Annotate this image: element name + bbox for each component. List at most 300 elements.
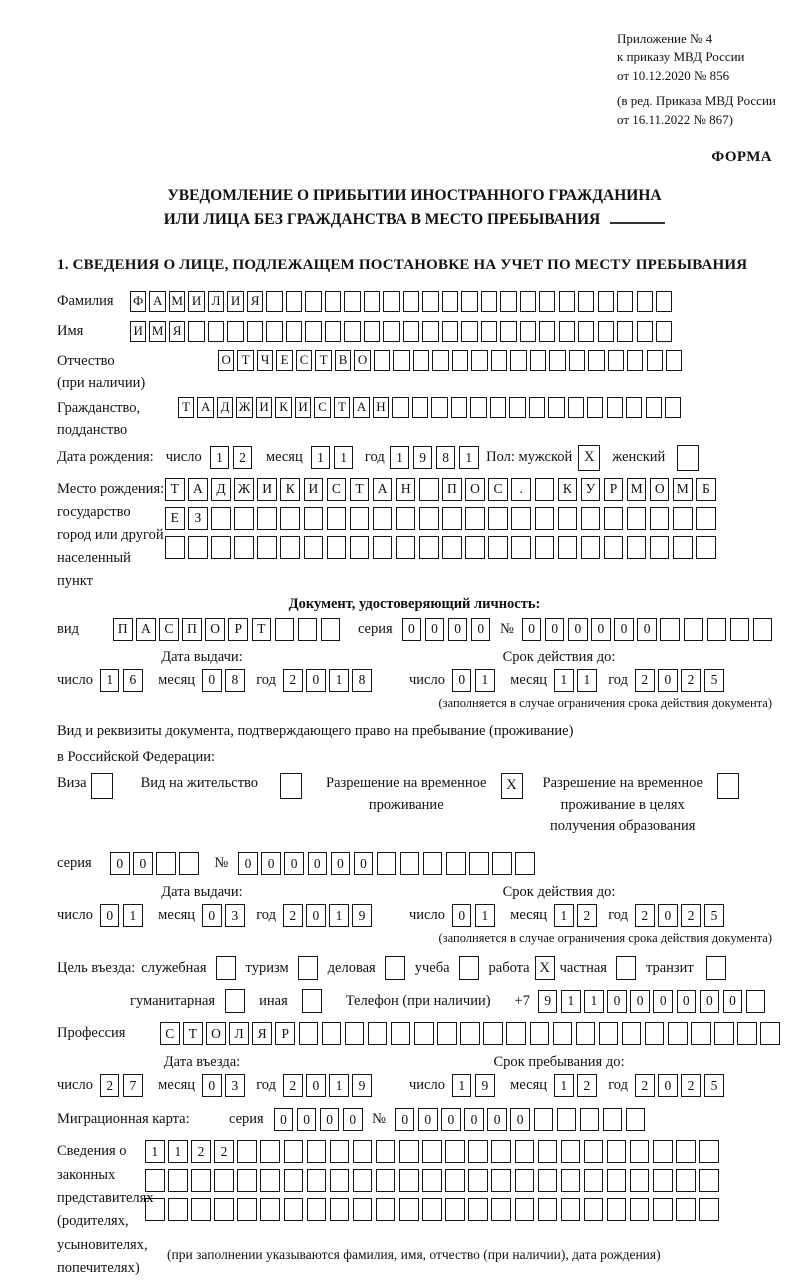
- char-box[interactable]: 0: [658, 904, 678, 927]
- char-box[interactable]: [515, 1140, 535, 1163]
- char-box[interactable]: [650, 536, 670, 559]
- char-box[interactable]: А: [373, 478, 393, 501]
- char-box[interactable]: [260, 1140, 280, 1163]
- char-box[interactable]: [470, 397, 486, 418]
- char-box[interactable]: 1: [561, 990, 581, 1013]
- char-box[interactable]: О: [650, 478, 670, 501]
- char-box[interactable]: 0: [630, 990, 650, 1013]
- char-box[interactable]: [558, 507, 578, 530]
- char-box[interactable]: И: [130, 321, 146, 342]
- char-box[interactable]: 0: [568, 618, 588, 641]
- char-box[interactable]: [500, 291, 516, 312]
- char-box[interactable]: [431, 397, 447, 418]
- char-box[interactable]: [325, 321, 341, 342]
- char-box[interactable]: [488, 507, 508, 530]
- char-box[interactable]: И: [227, 291, 243, 312]
- char-box[interactable]: 0: [471, 618, 491, 641]
- char-box[interactable]: [330, 1198, 350, 1221]
- char-box[interactable]: [468, 1140, 488, 1163]
- char-box[interactable]: [188, 321, 204, 342]
- char-box[interactable]: М: [149, 321, 165, 342]
- char-box[interactable]: 9: [538, 990, 558, 1013]
- char-box[interactable]: [465, 536, 485, 559]
- char-box[interactable]: С: [160, 1022, 180, 1045]
- char-box[interactable]: 2: [283, 1074, 303, 1097]
- char-box[interactable]: 1: [329, 669, 349, 692]
- char-box[interactable]: 8: [225, 669, 245, 692]
- char-box[interactable]: [650, 507, 670, 530]
- char-box[interactable]: [391, 1022, 411, 1045]
- char-box[interactable]: Ж: [234, 478, 254, 501]
- char-box[interactable]: [168, 1169, 188, 1192]
- char-box[interactable]: [676, 1169, 696, 1192]
- char-box[interactable]: 2: [233, 446, 253, 469]
- char-box[interactable]: 0: [658, 1074, 678, 1097]
- char-box[interactable]: [471, 350, 487, 371]
- char-box[interactable]: [607, 1140, 627, 1163]
- char-box[interactable]: [599, 1022, 619, 1045]
- char-box[interactable]: С: [296, 350, 312, 371]
- char-box[interactable]: Ч: [257, 350, 273, 371]
- char-box[interactable]: [549, 350, 565, 371]
- char-box[interactable]: [383, 291, 399, 312]
- char-box[interactable]: 2: [283, 669, 303, 692]
- char-box[interactable]: [145, 1169, 165, 1192]
- char-box[interactable]: [364, 321, 380, 342]
- char-box[interactable]: [660, 618, 680, 641]
- char-box[interactable]: Н: [396, 478, 416, 501]
- char-box[interactable]: [607, 397, 623, 418]
- char-box[interactable]: 1: [459, 446, 479, 469]
- char-box[interactable]: [481, 291, 497, 312]
- char-box[interactable]: [399, 1169, 419, 1192]
- char-box[interactable]: [627, 350, 643, 371]
- char-box[interactable]: [403, 321, 419, 342]
- char-box[interactable]: [604, 536, 624, 559]
- char-box[interactable]: [515, 852, 535, 875]
- char-box[interactable]: З: [188, 507, 208, 530]
- char-box[interactable]: [445, 1140, 465, 1163]
- char-box[interactable]: 1: [123, 904, 143, 927]
- char-box[interactable]: А: [353, 397, 369, 418]
- char-box[interactable]: [422, 1169, 442, 1192]
- char-box[interactable]: [656, 321, 672, 342]
- purpose-official-checkbox[interactable]: [216, 956, 236, 980]
- char-box[interactable]: [603, 1108, 623, 1131]
- char-box[interactable]: 1: [334, 446, 354, 469]
- char-box[interactable]: 1: [554, 904, 574, 927]
- char-box[interactable]: Т: [183, 1022, 203, 1045]
- char-box[interactable]: [452, 350, 468, 371]
- char-box[interactable]: [284, 1169, 304, 1192]
- char-box[interactable]: 0: [591, 618, 611, 641]
- char-box[interactable]: [307, 1198, 327, 1221]
- char-box[interactable]: 1: [554, 1074, 574, 1097]
- char-box[interactable]: 0: [607, 990, 627, 1013]
- char-box[interactable]: [257, 536, 277, 559]
- char-box[interactable]: [584, 1140, 604, 1163]
- char-box[interactable]: 1: [475, 904, 495, 927]
- char-box[interactable]: Т: [165, 478, 185, 501]
- char-box[interactable]: [400, 852, 420, 875]
- char-box[interactable]: [676, 1198, 696, 1221]
- char-box[interactable]: [637, 291, 653, 312]
- char-box[interactable]: [260, 1198, 280, 1221]
- char-box[interactable]: [637, 321, 653, 342]
- char-box[interactable]: [627, 507, 647, 530]
- char-box[interactable]: [364, 291, 380, 312]
- char-box[interactable]: [580, 1108, 600, 1131]
- char-box[interactable]: 2: [283, 904, 303, 927]
- char-box[interactable]: 6: [123, 669, 143, 692]
- char-box[interactable]: [673, 507, 693, 530]
- char-box[interactable]: [234, 507, 254, 530]
- char-box[interactable]: [491, 1169, 511, 1192]
- char-box[interactable]: [392, 397, 408, 418]
- char-box[interactable]: [257, 507, 277, 530]
- char-box[interactable]: [307, 1169, 327, 1192]
- char-box[interactable]: [396, 536, 416, 559]
- char-box[interactable]: [617, 291, 633, 312]
- char-box[interactable]: [515, 1169, 535, 1192]
- char-box[interactable]: [237, 1140, 257, 1163]
- purpose-business-checkbox[interactable]: [385, 956, 405, 980]
- char-box[interactable]: 1: [329, 904, 349, 927]
- char-box[interactable]: [581, 536, 601, 559]
- purpose-work-checkbox[interactable]: X: [535, 956, 555, 980]
- char-box[interactable]: [548, 397, 564, 418]
- char-box[interactable]: [553, 1022, 573, 1045]
- char-box[interactable]: .: [511, 478, 531, 501]
- char-box[interactable]: [214, 1169, 234, 1192]
- char-box[interactable]: [699, 1169, 719, 1192]
- char-box[interactable]: [578, 291, 594, 312]
- char-box[interactable]: 8: [436, 446, 456, 469]
- char-box[interactable]: 1: [390, 446, 410, 469]
- purpose-study-checkbox[interactable]: [459, 956, 479, 980]
- char-box[interactable]: [581, 507, 601, 530]
- char-box[interactable]: [569, 350, 585, 371]
- char-box[interactable]: 0: [274, 1108, 294, 1131]
- char-box[interactable]: О: [465, 478, 485, 501]
- char-box[interactable]: [696, 507, 716, 530]
- char-box[interactable]: 3: [225, 1074, 245, 1097]
- char-box[interactable]: [529, 397, 545, 418]
- char-box[interactable]: [165, 536, 185, 559]
- char-box[interactable]: [275, 618, 295, 641]
- char-box[interactable]: 0: [133, 852, 153, 875]
- char-box[interactable]: 0: [202, 904, 222, 927]
- char-box[interactable]: [645, 1022, 665, 1045]
- char-box[interactable]: 0: [637, 618, 657, 641]
- char-box[interactable]: [451, 397, 467, 418]
- char-box[interactable]: У: [581, 478, 601, 501]
- char-box[interactable]: [730, 618, 750, 641]
- char-box[interactable]: 0: [395, 1108, 415, 1131]
- char-box[interactable]: М: [627, 478, 647, 501]
- char-box[interactable]: [608, 350, 624, 371]
- char-box[interactable]: 0: [545, 618, 565, 641]
- char-box[interactable]: [299, 1022, 319, 1045]
- char-box[interactable]: [353, 1140, 373, 1163]
- char-box[interactable]: 2: [681, 669, 701, 692]
- char-box[interactable]: 0: [297, 1108, 317, 1131]
- char-box[interactable]: [403, 291, 419, 312]
- char-box[interactable]: [630, 1198, 650, 1221]
- char-box[interactable]: С: [314, 397, 330, 418]
- char-box[interactable]: [350, 536, 370, 559]
- char-box[interactable]: [561, 1169, 581, 1192]
- char-box[interactable]: 0: [653, 990, 673, 1013]
- char-box[interactable]: 2: [681, 1074, 701, 1097]
- char-box[interactable]: [374, 350, 390, 371]
- char-box[interactable]: Н: [373, 397, 389, 418]
- char-box[interactable]: [465, 507, 485, 530]
- char-box[interactable]: 0: [354, 852, 374, 875]
- char-box[interactable]: [419, 507, 439, 530]
- char-box[interactable]: [373, 536, 393, 559]
- char-box[interactable]: Т: [178, 397, 194, 418]
- char-box[interactable]: [237, 1198, 257, 1221]
- char-box[interactable]: [535, 536, 555, 559]
- char-box[interactable]: [607, 1169, 627, 1192]
- char-box[interactable]: [399, 1140, 419, 1163]
- char-box[interactable]: [578, 321, 594, 342]
- char-box[interactable]: [266, 321, 282, 342]
- char-box[interactable]: [414, 1022, 434, 1045]
- char-box[interactable]: [280, 536, 300, 559]
- char-box[interactable]: [353, 1198, 373, 1221]
- char-box[interactable]: [304, 507, 324, 530]
- char-box[interactable]: 1: [475, 669, 495, 692]
- char-box[interactable]: [699, 1198, 719, 1221]
- char-box[interactable]: [376, 1140, 396, 1163]
- char-box[interactable]: [260, 1169, 280, 1192]
- char-box[interactable]: 0: [677, 990, 697, 1013]
- char-box[interactable]: 0: [110, 852, 130, 875]
- char-box[interactable]: [576, 1022, 596, 1045]
- char-box[interactable]: 1: [584, 990, 604, 1013]
- char-box[interactable]: [376, 1169, 396, 1192]
- char-box[interactable]: [587, 397, 603, 418]
- purpose-other-checkbox[interactable]: [302, 989, 322, 1013]
- char-box[interactable]: [668, 1022, 688, 1045]
- char-box[interactable]: [699, 1140, 719, 1163]
- char-box[interactable]: 0: [700, 990, 720, 1013]
- char-box[interactable]: А: [149, 291, 165, 312]
- char-box[interactable]: [156, 852, 176, 875]
- purpose-private-checkbox[interactable]: [616, 956, 636, 980]
- char-box[interactable]: [568, 397, 584, 418]
- char-box[interactable]: [396, 507, 416, 530]
- char-box[interactable]: [327, 507, 347, 530]
- char-box[interactable]: [286, 321, 302, 342]
- char-box[interactable]: 0: [441, 1108, 461, 1131]
- char-box[interactable]: [500, 321, 516, 342]
- char-box[interactable]: [530, 350, 546, 371]
- char-box[interactable]: [538, 1198, 558, 1221]
- char-box[interactable]: [214, 1198, 234, 1221]
- char-box[interactable]: О: [205, 618, 225, 641]
- char-box[interactable]: С: [488, 478, 508, 501]
- char-box[interactable]: [535, 478, 555, 501]
- char-box[interactable]: 0: [723, 990, 743, 1013]
- char-box[interactable]: 2: [635, 669, 655, 692]
- char-box[interactable]: [227, 321, 243, 342]
- char-box[interactable]: [760, 1022, 780, 1045]
- char-box[interactable]: [673, 536, 693, 559]
- char-box[interactable]: 0: [284, 852, 304, 875]
- char-box[interactable]: [491, 1198, 511, 1221]
- char-box[interactable]: [746, 990, 766, 1013]
- char-box[interactable]: П: [442, 478, 462, 501]
- char-box[interactable]: [626, 1108, 646, 1131]
- char-box[interactable]: [653, 1140, 673, 1163]
- char-box[interactable]: [145, 1198, 165, 1221]
- char-box[interactable]: [558, 536, 578, 559]
- char-box[interactable]: [559, 291, 575, 312]
- char-box[interactable]: [442, 536, 462, 559]
- char-box[interactable]: [442, 321, 458, 342]
- char-box[interactable]: [344, 291, 360, 312]
- char-box[interactable]: К: [558, 478, 578, 501]
- char-box[interactable]: [247, 321, 263, 342]
- char-box[interactable]: [304, 536, 324, 559]
- char-box[interactable]: [168, 1198, 188, 1221]
- char-box[interactable]: [538, 1169, 558, 1192]
- char-box[interactable]: А: [197, 397, 213, 418]
- char-box[interactable]: 0: [402, 618, 422, 641]
- char-box[interactable]: [422, 1198, 442, 1221]
- char-box[interactable]: 2: [214, 1140, 234, 1163]
- char-box[interactable]: [344, 321, 360, 342]
- char-box[interactable]: [665, 397, 681, 418]
- char-box[interactable]: [539, 291, 555, 312]
- char-box[interactable]: [191, 1198, 211, 1221]
- char-box[interactable]: О: [218, 350, 234, 371]
- char-box[interactable]: [468, 1198, 488, 1221]
- char-box[interactable]: [491, 350, 507, 371]
- char-box[interactable]: [647, 350, 663, 371]
- char-box[interactable]: [538, 1140, 558, 1163]
- char-box[interactable]: [286, 291, 302, 312]
- char-box[interactable]: 0: [100, 904, 120, 927]
- char-box[interactable]: [377, 852, 397, 875]
- char-box[interactable]: 0: [452, 904, 472, 927]
- char-box[interactable]: [211, 536, 231, 559]
- char-box[interactable]: К: [280, 478, 300, 501]
- char-box[interactable]: Я: [247, 291, 263, 312]
- char-box[interactable]: 0: [487, 1108, 507, 1131]
- char-box[interactable]: [266, 291, 282, 312]
- char-box[interactable]: 1: [452, 1074, 472, 1097]
- char-box[interactable]: Р: [604, 478, 624, 501]
- char-box[interactable]: [535, 507, 555, 530]
- char-box[interactable]: 5: [704, 669, 724, 692]
- char-box[interactable]: [305, 291, 321, 312]
- char-box[interactable]: [330, 1140, 350, 1163]
- char-box[interactable]: 0: [425, 618, 445, 641]
- char-box[interactable]: О: [354, 350, 370, 371]
- char-box[interactable]: [653, 1169, 673, 1192]
- char-box[interactable]: П: [113, 618, 133, 641]
- char-box[interactable]: 9: [352, 904, 372, 927]
- char-box[interactable]: Я: [252, 1022, 272, 1045]
- char-box[interactable]: 9: [413, 446, 433, 469]
- char-box[interactable]: [280, 507, 300, 530]
- char-box[interactable]: [714, 1022, 734, 1045]
- char-box[interactable]: [561, 1140, 581, 1163]
- char-box[interactable]: [491, 1140, 511, 1163]
- char-box[interactable]: [584, 1198, 604, 1221]
- char-box[interactable]: 0: [658, 669, 678, 692]
- char-box[interactable]: [559, 321, 575, 342]
- char-box[interactable]: [490, 397, 506, 418]
- char-box[interactable]: 8: [352, 669, 372, 692]
- char-box[interactable]: [534, 1108, 554, 1131]
- char-box[interactable]: [626, 397, 642, 418]
- char-box[interactable]: [483, 1022, 503, 1045]
- char-box[interactable]: [284, 1140, 304, 1163]
- char-box[interactable]: [330, 1169, 350, 1192]
- purpose-tourism-checkbox[interactable]: [298, 956, 318, 980]
- char-box[interactable]: [737, 1022, 757, 1045]
- char-box[interactable]: И: [295, 397, 311, 418]
- char-box[interactable]: [598, 321, 614, 342]
- char-box[interactable]: [419, 478, 439, 501]
- char-box[interactable]: [509, 397, 525, 418]
- char-box[interactable]: 9: [352, 1074, 372, 1097]
- char-box[interactable]: [520, 291, 536, 312]
- char-box[interactable]: 0: [261, 852, 281, 875]
- char-box[interactable]: [684, 618, 704, 641]
- char-box[interactable]: 1: [577, 669, 597, 692]
- char-box[interactable]: [510, 350, 526, 371]
- char-box[interactable]: Т: [237, 350, 253, 371]
- char-box[interactable]: [622, 1022, 642, 1045]
- char-box[interactable]: С: [159, 618, 179, 641]
- rvp-checkbox[interactable]: X: [501, 773, 523, 799]
- char-box[interactable]: [630, 1169, 650, 1192]
- char-box[interactable]: 2: [577, 904, 597, 927]
- visa-checkbox[interactable]: [91, 773, 113, 799]
- char-box[interactable]: [445, 1169, 465, 1192]
- char-box[interactable]: Т: [315, 350, 331, 371]
- char-box[interactable]: 0: [452, 669, 472, 692]
- char-box[interactable]: 0: [306, 1074, 326, 1097]
- char-box[interactable]: И: [257, 478, 277, 501]
- char-box[interactable]: Е: [276, 350, 292, 371]
- char-box[interactable]: [461, 291, 477, 312]
- char-box[interactable]: [630, 1140, 650, 1163]
- char-box[interactable]: [460, 1022, 480, 1045]
- char-box[interactable]: [539, 321, 555, 342]
- char-box[interactable]: [468, 1169, 488, 1192]
- char-box[interactable]: 1: [311, 446, 331, 469]
- char-box[interactable]: [530, 1022, 550, 1045]
- char-box[interactable]: Л: [208, 291, 224, 312]
- char-box[interactable]: [598, 291, 614, 312]
- char-box[interactable]: Т: [350, 478, 370, 501]
- char-box[interactable]: 0: [418, 1108, 438, 1131]
- char-box[interactable]: Л: [229, 1022, 249, 1045]
- char-box[interactable]: [446, 852, 466, 875]
- char-box[interactable]: [515, 1198, 535, 1221]
- char-box[interactable]: [584, 1169, 604, 1192]
- char-box[interactable]: [442, 291, 458, 312]
- char-box[interactable]: [368, 1022, 388, 1045]
- char-box[interactable]: 2: [577, 1074, 597, 1097]
